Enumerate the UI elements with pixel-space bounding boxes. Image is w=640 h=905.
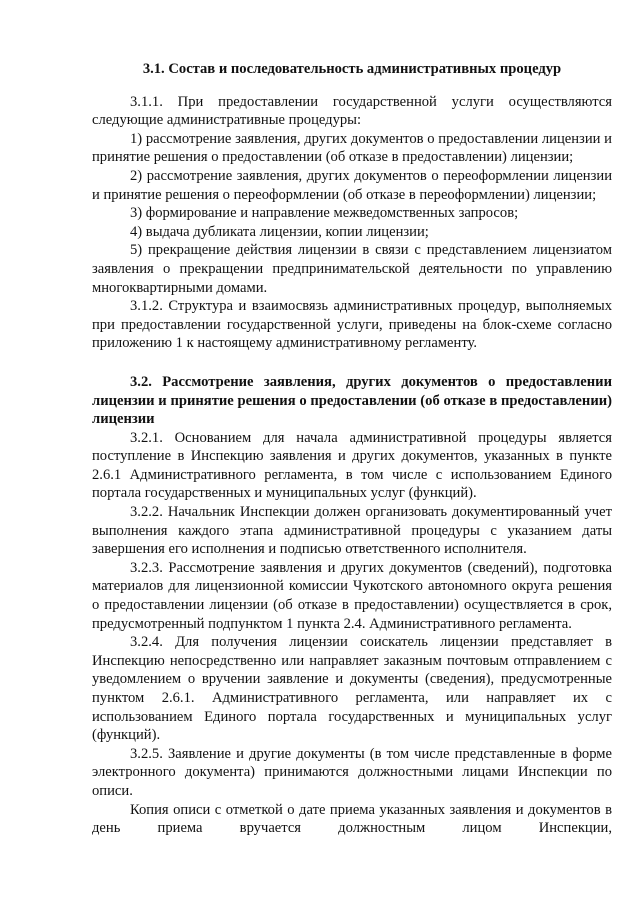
paragraph-3-2-5: 3.2.5. Заявление и другие документы (в том числе представленные в форме электронного документа) принимаются должностными лицами Инспекции по описи. <box>92 745 612 799</box>
paragraph-3-1-2: 3.1.2. Структура и взаимосвязь административных процедур, выполняемых при предоставлении государственной услуги, приведены на блок-схеме согласно приложению 1 к настоящему административному регламенту. <box>92 298 612 352</box>
paragraph-copy-of-inventory: Копия описи с отметкой о дате приема указанных заявления и документов в день приема вручается должностным лицом Инспекции, <box>92 801 612 837</box>
paragraph-3-2-2: 3.2.2. Начальник Инспекции должен организовать документированный учет выполнения каждого этапа административной процедуры с указанием даты завершения его исполнения и подписью ответственного исполнителя. <box>92 504 612 558</box>
document-page <box>92 60 612 838</box>
list-item-4: 4) выдача дубликата лицензии, копии лицензии; <box>130 223 429 240</box>
paragraph-3-2-1: 3.2.1. Основанием для начала административной процедуры является поступление в Инспекцию заявления и других документов, указанных в пункте 2.6.1 Административного регламента, в том числе с использованием Единого портала государственных и муниципальных услуг (функций). <box>92 429 612 502</box>
paragraph-3-2-3: 3.2.3. Рассмотрение заявления и других документов (сведений), подготовка материалов для лицензионной комиссии Чукотского автономного округа решения о предоставлении лицензии (об отказе в предоставлении) осуществляется в срок, предусмотренный подпунктом 1 пункта 2.4. Административного регламента. <box>92 559 612 632</box>
section-3-1-heading: 3.1. Состав и последовательность административных процедур <box>142 61 562 77</box>
list-item-2: 2) рассмотрение заявления, других документов о переоформлении лицензии и принятие решения о переоформлении (об отказе в переоформлении) лицензии; <box>92 167 612 203</box>
paragraph-3-2-4: 3.2.4. Для получения лицензии соискатель лицензии представляет в Инспекцию непосредственно или направляет заказным почтовым отправлением с уведомлением о вручении заявление и документы (сведения), предусмотренные пунктом 2.6.1. Административного регламента, или направляет их с использованием Единого портала государственных и муниципальных услуг (функций). <box>92 634 612 744</box>
paragraph-3-1-1: 3.1.1. При предоставлении государственной услуги осуществляются следующие административные процедуры: <box>92 93 612 129</box>
list-item-1: 1) рассмотрение заявления, других документов о предоставлении лицензии и принятие решения о предоставлении (об отказе в предоставлении) лицензии; <box>92 130 612 166</box>
list-item-3: 3) формирование и направление межведомственных запросов; <box>130 205 519 222</box>
section-3-2-heading: 3.2. Рассмотрение заявления, других документов о предоставлении лицензии и принятие решения о предоставлении (об отказе в предоставлении) лицензии <box>92 373 612 428</box>
list-item-5: 5) прекращение действия лицензии в связи с представлением лицензиатом заявления о прекращении предпринимательской деятельности по управлению многоквартирными домами. <box>92 242 612 296</box>
